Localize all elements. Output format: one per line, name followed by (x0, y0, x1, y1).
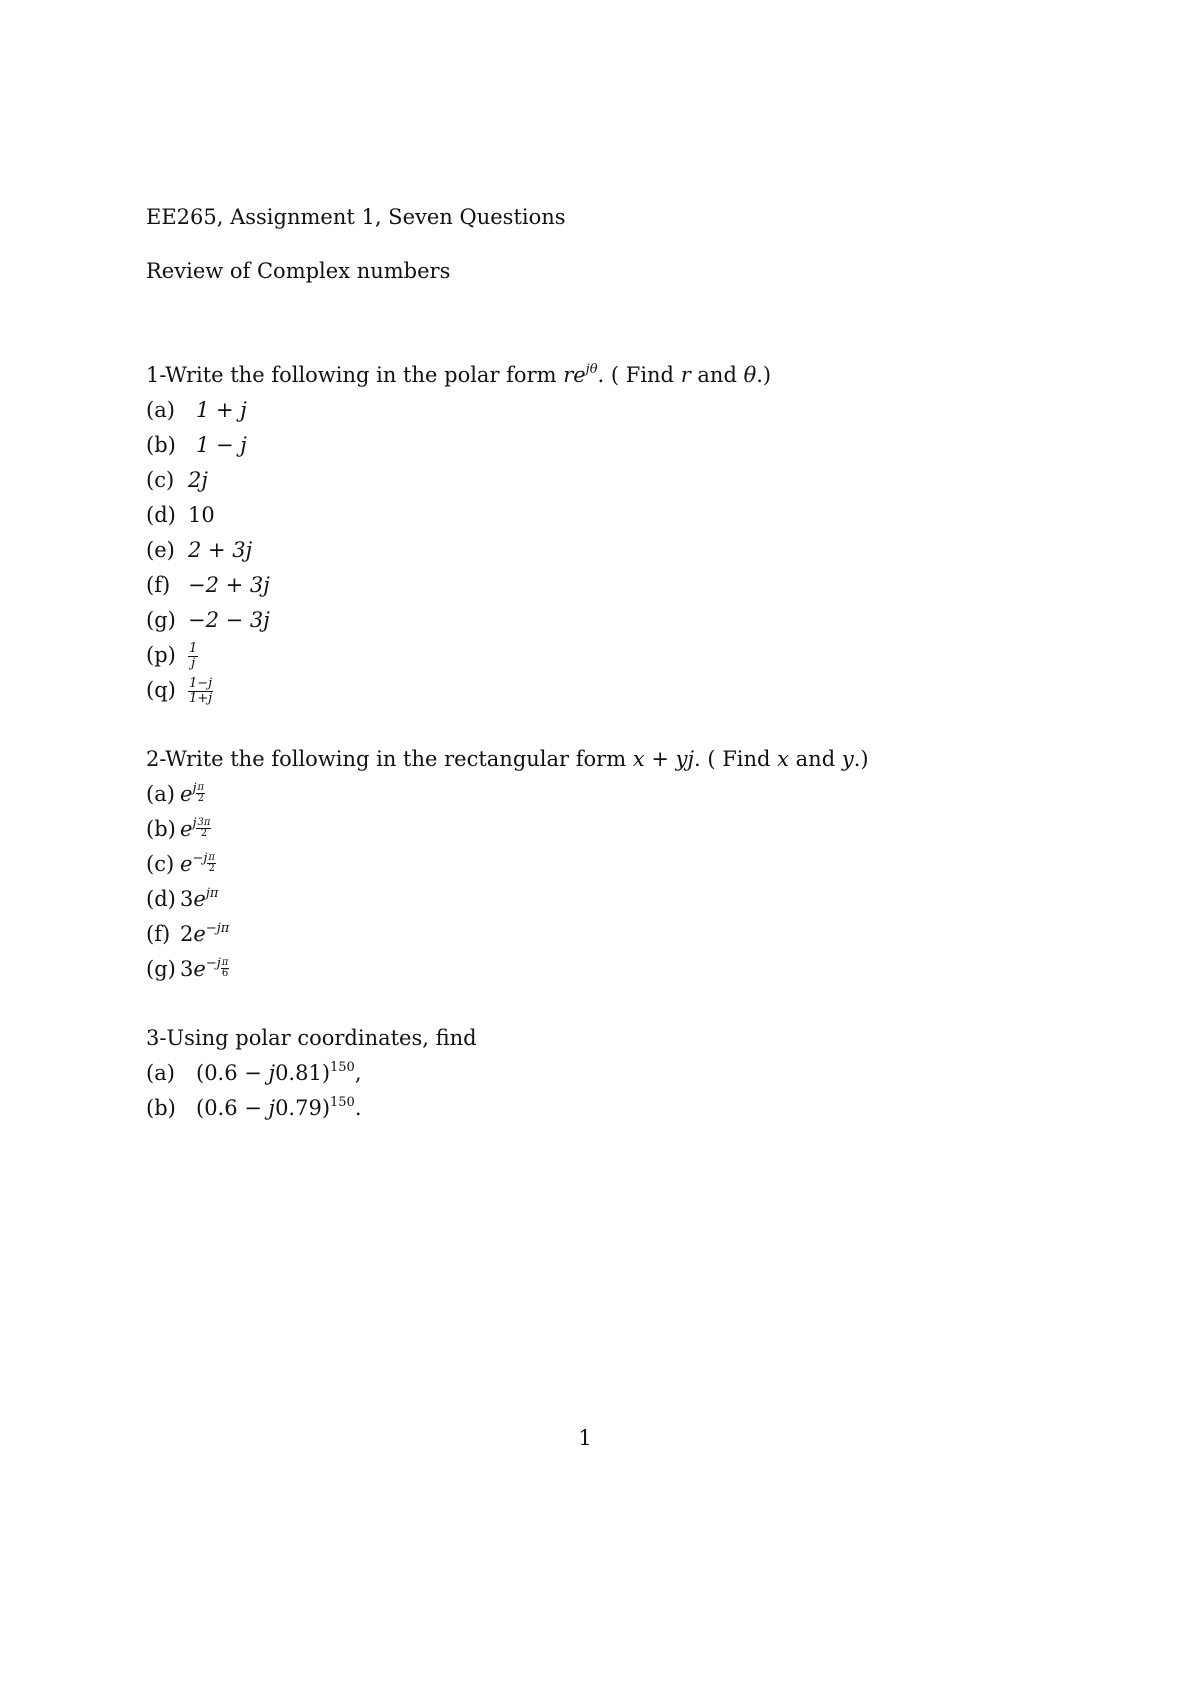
question-1-item-p: (p) $\frac{1}{j}$ (146, 641, 198, 671)
question-2-item-c: (c) $e^{-j \frac{\pi}{2}}$ (146, 851, 215, 876)
question-1-item-b: (b) 1 − j (146, 433, 247, 457)
question-2-item-f: (f) $2e^{-j\pi}$ (146, 921, 230, 946)
question-1-item-c: (c) 2j (146, 468, 208, 492)
exponent-fraction: $\frac{3\pi}{2}$ (197, 817, 211, 839)
assignment-page (146, 200, 1046, 1126)
question-2-prompt: 2-Write the following in the rectangular form x + yj. ( Find x and y.) (146, 747, 869, 771)
exponent-fraction: $\frac{\pi}{2}$ (208, 852, 215, 874)
question-2-item-g: (g) $3e^{-j \frac{\pi}{6}}$ (146, 956, 229, 981)
assignment-title: EE265, Assignment 1, Seven Questions (146, 205, 566, 229)
question-1-item-d: (d) 10 (146, 503, 215, 527)
fraction: $\frac{1}{j}$ (189, 641, 198, 671)
question-1-item-a: (a) 1 + j (146, 398, 247, 422)
question-3-prompt: 3-Using polar coordinates, find (146, 1026, 477, 1050)
page-number: 1 (578, 1426, 592, 1450)
exponent-fraction: $\frac{\pi}{6}$ (221, 957, 229, 979)
question-1-item-f: (f) −2 + 3j (146, 573, 270, 597)
question-2-item-a: (a) $e^{j \frac{\pi}{2}}$ (146, 781, 205, 806)
question-2-item-b: (b) $e^{j \frac{3\pi}{2}}$ (146, 816, 211, 841)
question-2-item-d: (d) $3e^{j\pi}$ (146, 886, 219, 911)
exponent-fraction: $\frac{\pi}{2}$ (197, 782, 205, 804)
assignment-subtitle: Review of Complex numbers (146, 259, 451, 283)
question-1-item-g: (g) −2 − 3j (146, 608, 270, 632)
question-3-item-b: (b) $(0.6 - j0.79)^{150}$. (146, 1095, 362, 1120)
question-1-item-e: (e) 2 + 3j (146, 538, 253, 562)
question-3-item-a: (a) $(0.6 - j0.81)^{150}$, (146, 1060, 362, 1085)
question-1-prompt: 1-Write the following in the polar form $re^{j\theta}$. ( Find r and θ.) (146, 362, 772, 387)
question-1-item-q: (q) $\frac{1-j}{1+j}$ (146, 676, 213, 706)
fraction: $\frac{1-j}{1+j}$ (189, 676, 213, 706)
